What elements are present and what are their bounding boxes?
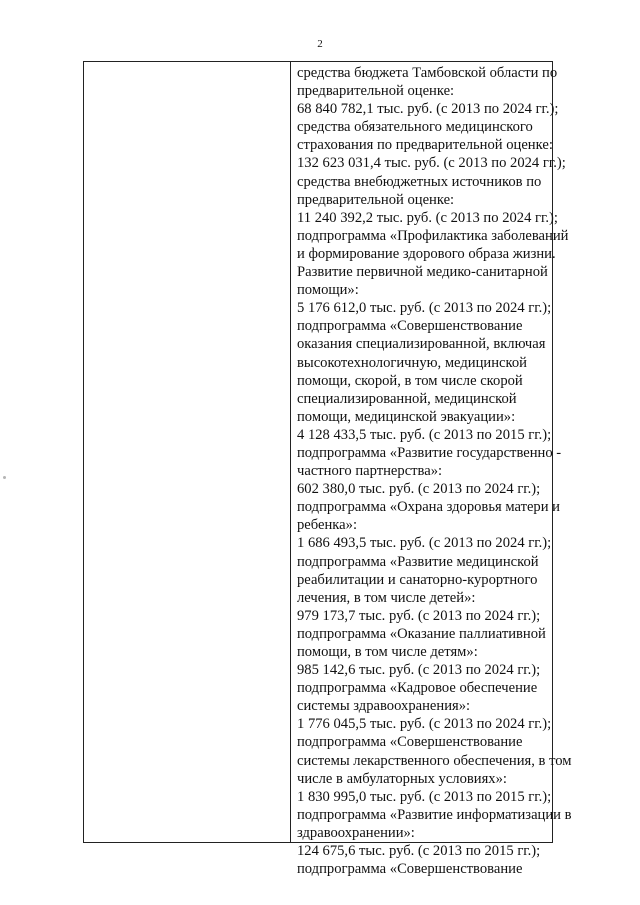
text-line: средства внебюджетных источников по bbox=[297, 173, 542, 190]
text-line: 602 380,0 тыс. руб. (с 2013 по 2024 гг.); bbox=[297, 481, 541, 498]
text-line: помощи, скорой, в том числе скорой bbox=[297, 372, 523, 389]
text-line: подпрограмма «Совершенствование bbox=[297, 318, 523, 335]
table-left-cell bbox=[84, 62, 291, 842]
table-right-cell bbox=[291, 64, 572, 878]
text-line: реабилитации и санаторно-курортного bbox=[297, 571, 538, 588]
text-line: подпрограмма «Совершенствование bbox=[297, 861, 523, 878]
text-line: 124 675,6 тыс. руб. (с 2013 по 2015 гг.); bbox=[297, 843, 541, 860]
text-line: помощи, медицинской эвакуации»: bbox=[297, 408, 516, 425]
text-line: подпрограмма «Развитие медицинской bbox=[297, 553, 539, 570]
text-line: 1 686 493,5 тыс. руб. (с 2013 по 2024 гг.); bbox=[297, 535, 552, 552]
text-line: Развитие первичной медико-санитарной bbox=[297, 264, 548, 281]
text-line: системы лекарственного обеспечения, в том bbox=[297, 752, 572, 769]
text-line: специализированной, медицинской bbox=[297, 390, 517, 407]
text-line: 68 840 782,1 тыс. руб. (с 2013 по 2024 гг.); bbox=[297, 101, 559, 118]
text-line: здравоохранении»: bbox=[297, 824, 415, 841]
text-line: предварительной оценке: bbox=[297, 83, 455, 100]
margin-mark bbox=[3, 476, 6, 479]
text-line: помощи»: bbox=[297, 282, 359, 299]
text-line: оказания специализированной, включая bbox=[297, 336, 546, 353]
text-line: подпрограмма «Профилактика заболеваний bbox=[297, 227, 569, 244]
text-line: средства обязательного медицинского bbox=[297, 119, 533, 136]
text-line: подпрограмма «Охрана здоровья матери и bbox=[297, 499, 560, 516]
text-line: и формирование здорового образа жизни. bbox=[297, 245, 556, 262]
text-line: подпрограмма «Совершенствование bbox=[297, 734, 523, 751]
document-table bbox=[83, 61, 572, 878]
text-line: 1 776 045,5 тыс. руб. (с 2013 по 2024 гг.); bbox=[297, 716, 552, 733]
text-line: подпрограмма «Развитие государственно - bbox=[297, 444, 562, 461]
text-line: подпрограмма «Кадровое обеспечение bbox=[297, 680, 538, 697]
text-line: предварительной оценке: bbox=[297, 191, 455, 208]
text-line: 1 830 995,0 тыс. руб. (с 2013 по 2015 гг.); bbox=[297, 788, 552, 805]
text-line: 11 240 392,2 тыс. руб. (с 2013 по 2024 гг.); bbox=[297, 209, 558, 226]
text-line: подпрограмма «Оказание паллиативной bbox=[297, 625, 546, 642]
text-line: средства бюджета Тамбовской области по bbox=[297, 65, 558, 81]
page-number: 2 bbox=[317, 38, 323, 50]
text-line: 979 173,7 тыс. руб. (с 2013 по 2024 гг.); bbox=[297, 607, 541, 624]
text-line: высокотехнологичную, медицинской bbox=[297, 354, 527, 371]
text-line: числе в амбулаторных условиях»: bbox=[297, 770, 507, 787]
text-line: ребенка»: bbox=[297, 517, 357, 534]
text-line: частного партнерства»: bbox=[297, 463, 443, 480]
text-line: помощи, в том числе детям»: bbox=[297, 644, 478, 660]
text-line: системы здравоохранения»: bbox=[297, 698, 471, 715]
text-line: 4 128 433,5 тыс. руб. (с 2013 по 2015 гг.); bbox=[297, 426, 552, 443]
text-line: 132 623 031,4 тыс. руб. (с 2013 по 2024 гг.); bbox=[297, 155, 566, 172]
text-line: подпрограмма «Развитие информатизации в bbox=[297, 806, 572, 823]
text-line: страхования по предварительной оценке: bbox=[297, 137, 553, 154]
text-line: 985 142,6 тыс. руб. (с 2013 по 2024 гг.); bbox=[297, 662, 541, 679]
text-line: 5 176 612,0 тыс. руб. (с 2013 по 2024 гг.); bbox=[297, 300, 552, 317]
text-line: лечения, в том числе детей»: bbox=[297, 589, 476, 606]
